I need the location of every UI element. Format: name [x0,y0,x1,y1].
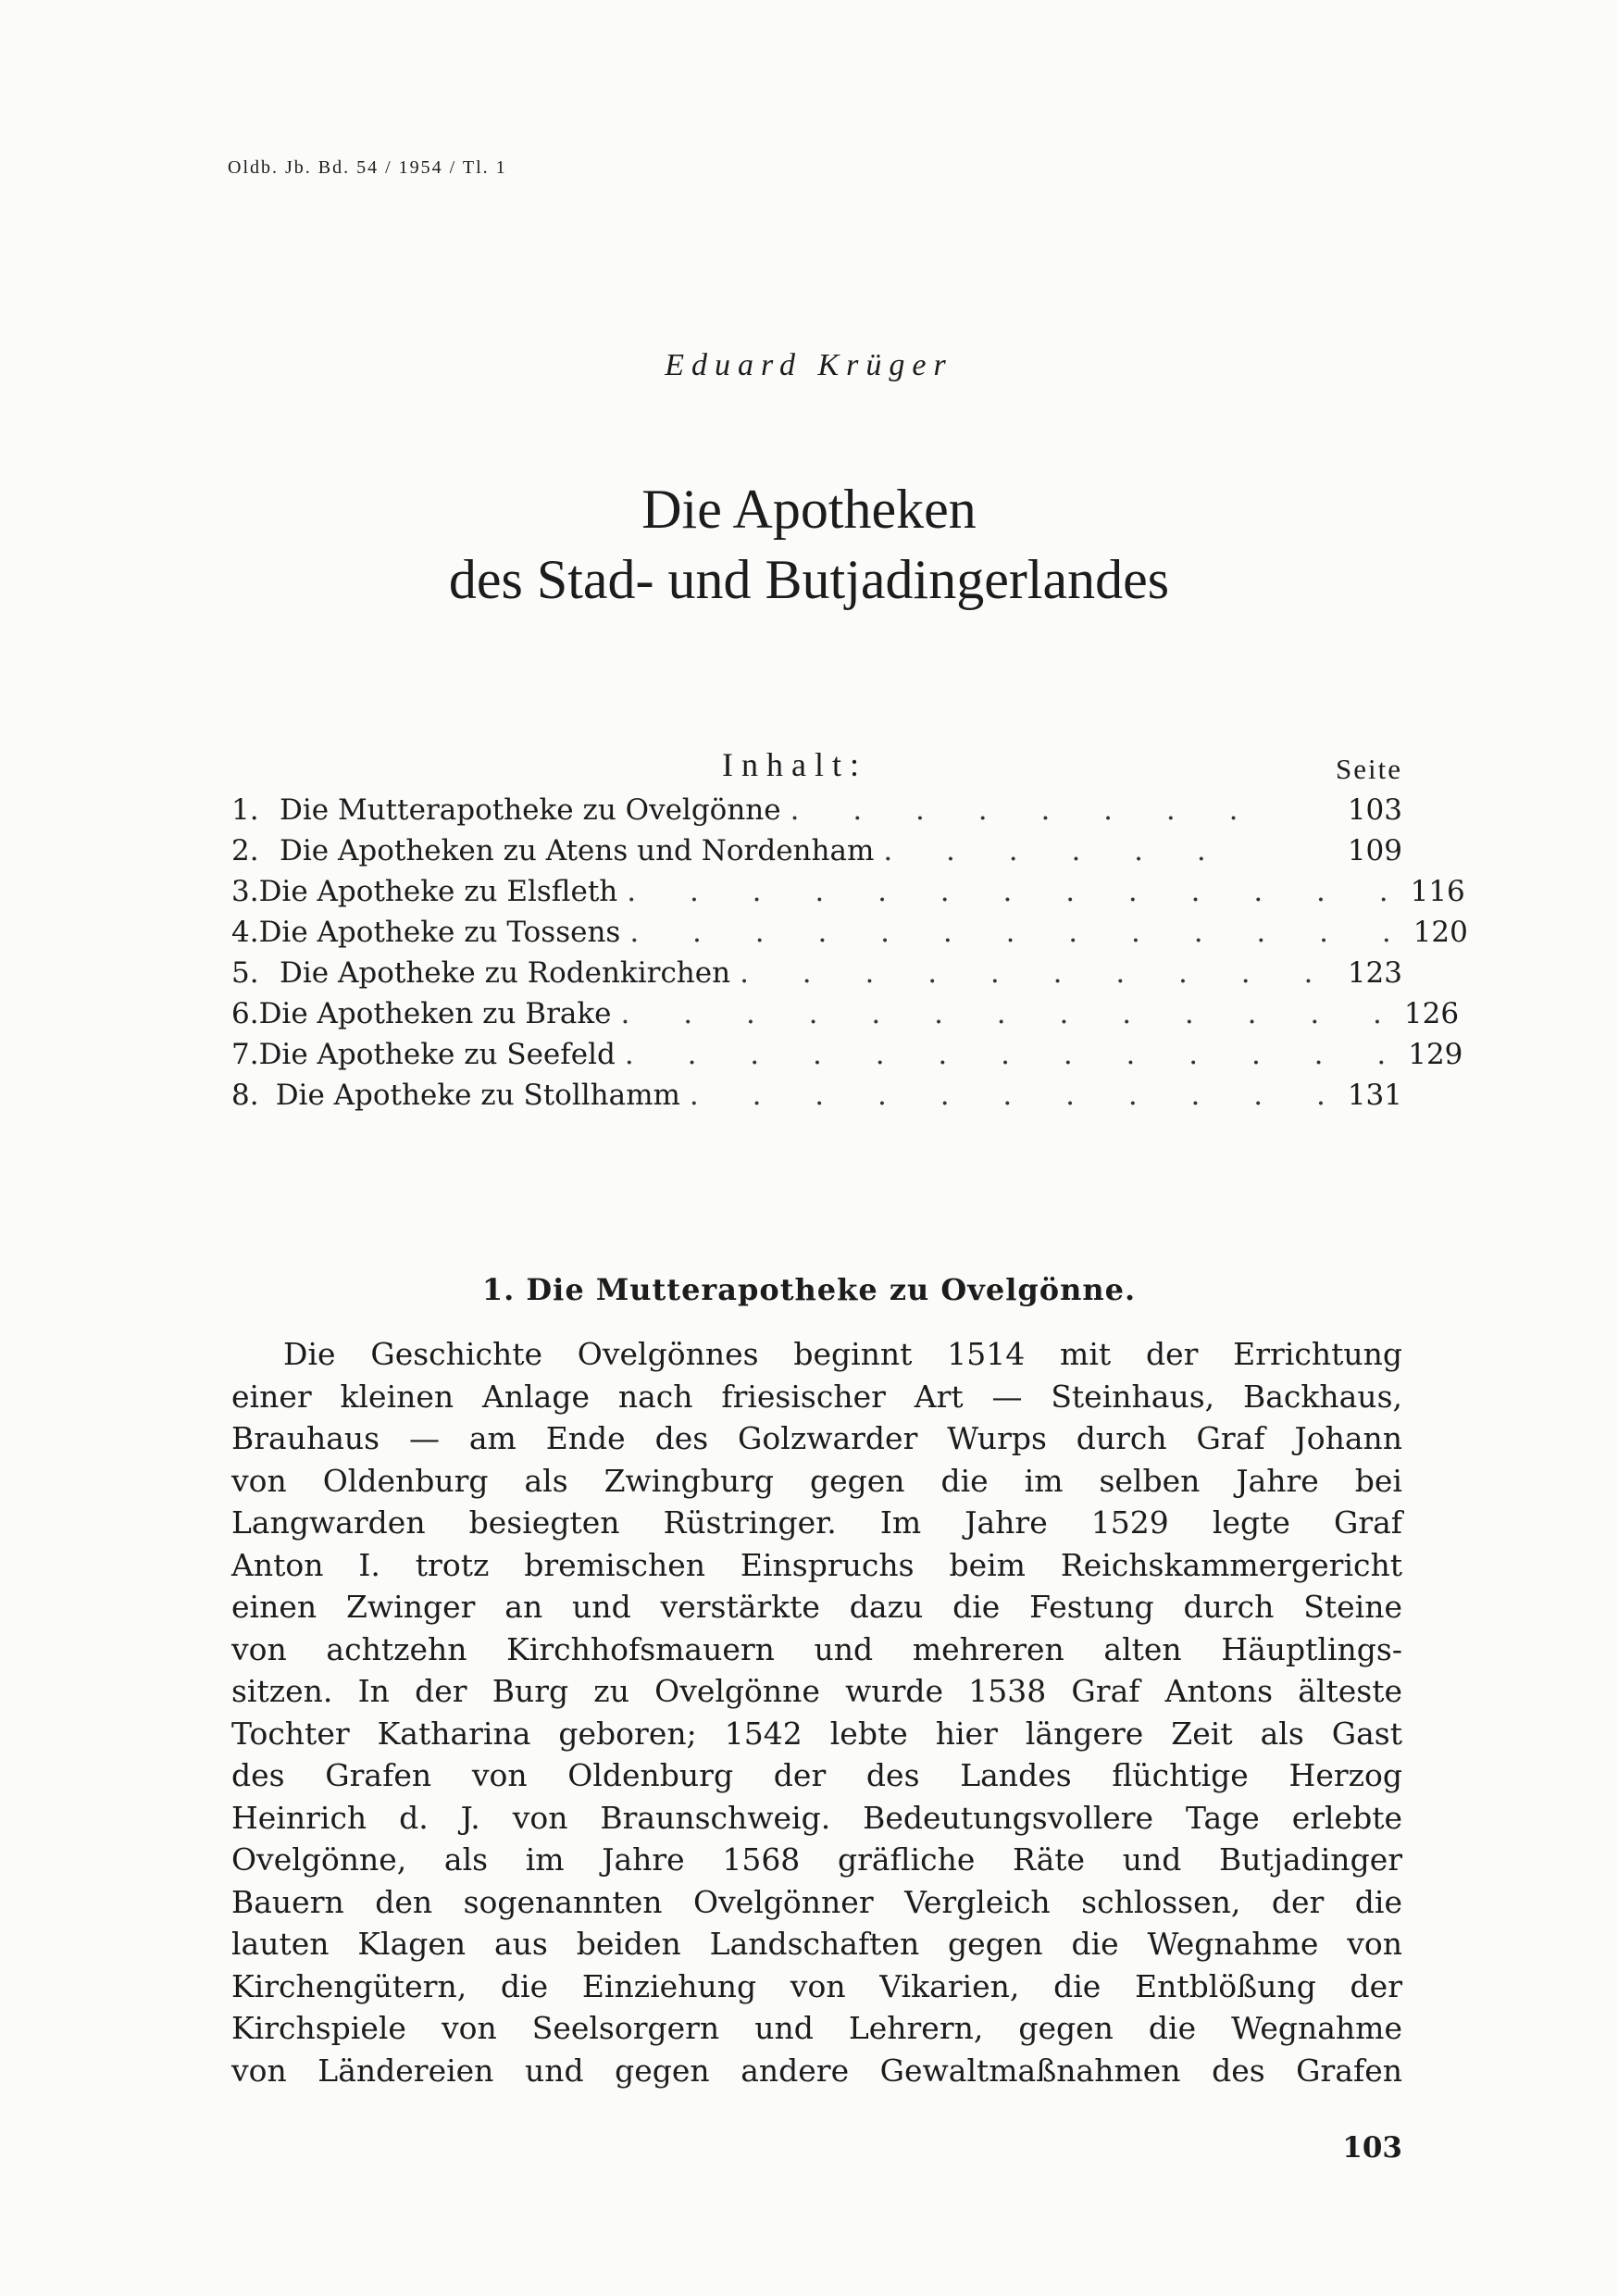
body-line: von achtzehn Kirchhofsmauern und mehreren alten Häuptlings- [231,1630,1402,1667]
toc-entry-leader: . . . . . . . . [790,793,1261,827]
body-line: von Oldenburg als Zwingburg gegen die im selben Jahre bei [231,1462,1402,1499]
toc-entry-title: Die Apotheke zu Tossens [258,916,621,949]
section-body [231,1333,1402,2091]
body-line: Brauhaus — am Ende des Golzwarder Wurps durch Graf Johann [231,1420,1402,1456]
body-line: Kirchspiele von Seelsorgern und Lehrern, gegen die Wegnahme [231,2010,1402,2046]
body-line: von Ländereien und gegen andere Gewaltmaßnahmen des Grafen [231,2052,1402,2089]
body-line: Bauern den sogenannten Ovelgönner Vergleich schlossen, der die [231,1883,1402,1920]
toc-entry-number: 2. [231,834,259,867]
toc-entry-page: 116 [1410,875,1465,908]
toc-entry-title: Die Apotheke zu Rodenkirchen [280,956,731,990]
toc-page-heading: Seite [1336,753,1402,785]
toc-entry-page: 109 [1347,834,1402,867]
toc-entry-title: Die Mutterapotheke zu Ovelgönne [280,793,781,827]
body-line: Heinrich d. J. von Braunschweig. Bedeutungsvollere Tage erlebte [231,1799,1402,1836]
journal-reference: Oldb. Jb. Bd. 54 / 1954 / Tl. 1 [228,157,507,178]
toc-entry-leader: . . . . . . [883,834,1228,867]
body-line: des Grafen von Oldenburg der des Landes flüchtige Herzog [231,1757,1402,1793]
section-heading: 1. Die Mutterapotheke zu Ovelgönne. [481,1272,1137,1307]
body-line: Tochter Katharina geboren; 1542 lebte hier längere Zeit als Gast [231,1715,1402,1752]
toc-entry-title: Die Apotheken zu Brake [258,997,612,1030]
toc-entry [231,790,1402,830]
toc-entry-title: Die Apotheke zu Stollhamm [275,1079,680,1112]
toc-entry-number: 1. [231,793,259,827]
toc-entry-leader: . . . . . . . . . . . . . [629,916,1413,949]
body-line: sitzen. In der Burg zu Ovelgönne wurde 1538 Graf Antons älteste [231,1673,1402,1709]
toc-entry [231,830,1402,871]
body-line: Anton I. trotz bremischen Einspruchs beim Reichskammergericht [231,1546,1402,1583]
body-line: Die Geschichte Ovelgönnes beginnt 1514 mit der Errichtung [283,1336,1402,1372]
author-name: Eduard Krüger [665,348,953,382]
toc-entry-page: 123 [1347,956,1402,990]
toc-list [231,790,1468,1116]
toc-entry [231,871,1465,912]
toc-entry-leader: . . . . . . . . . . . . . [624,1038,1409,1071]
toc-entry-title: Die Apotheke zu Elsfleth [258,875,618,908]
article-title [0,474,1618,615]
toc-entry-page: 131 [1347,1079,1402,1112]
toc-entry-title: Die Apotheke zu Seefeld [258,1038,616,1071]
body-line: Kirchengütern, die Einziehung von Vikarien, die Entblößung der [231,1967,1402,2004]
toc-entry-page: 129 [1408,1038,1463,1071]
toc-entry-leader: . . . . . . . . . . . . . [620,997,1404,1030]
toc-entry-leader: . . . . . . . . . . . . . [627,875,1411,908]
title-line-2: des Stad- und Butjadingerlandes [448,549,1170,610]
body-line: lauten Klagen aus beiden Landschaften gegen die Wegnahme von [231,1926,1402,1962]
table-of-contents [231,745,1468,1116]
toc-entry-number: 5. [231,956,259,990]
toc-entry-number: 4. [231,916,259,949]
page-number: 103 [1342,2131,1402,2165]
toc-header [231,745,1402,790]
toc-entry [231,1034,1463,1075]
toc-entry-number: 6. [231,997,259,1030]
body-line: Langwarden besiegten Rüstringer. Im Jahre 1529 legte Graf [231,1504,1402,1541]
body-line: einen Zwinger an und verstärkte dazu die Festung durch Steine [231,1589,1402,1625]
toc-entry-number: 8. [231,1079,259,1112]
body-line: einer kleinen Anlage nach friesischer Art — Steinhaus, Backhaus, [231,1378,1402,1415]
title-line-1: Die Apotheken [641,479,977,540]
toc-entry [231,953,1402,993]
body-line: Ovelgönne, als im Jahre 1568 gräfliche Räte und Butjadinger [231,1841,1402,1878]
toc-entry-page: 103 [1347,793,1402,827]
toc-entry-page: 126 [1403,997,1460,1030]
toc-entry-page: 120 [1413,916,1468,949]
toc-entry-title: Die Apotheken zu Atens und Nordenham [280,834,875,867]
toc-entry [231,1075,1402,1116]
toc-entry-leader: . . . . . . . . . . [740,956,1336,990]
toc-heading: Inhalt: [722,746,867,783]
toc-entry-leader: . . . . . . . . . . . [689,1079,1348,1112]
toc-entry [231,993,1460,1034]
toc-entry-number: 3. [231,875,259,908]
toc-entry-number: 7. [231,1038,259,1071]
toc-entry [231,912,1468,953]
